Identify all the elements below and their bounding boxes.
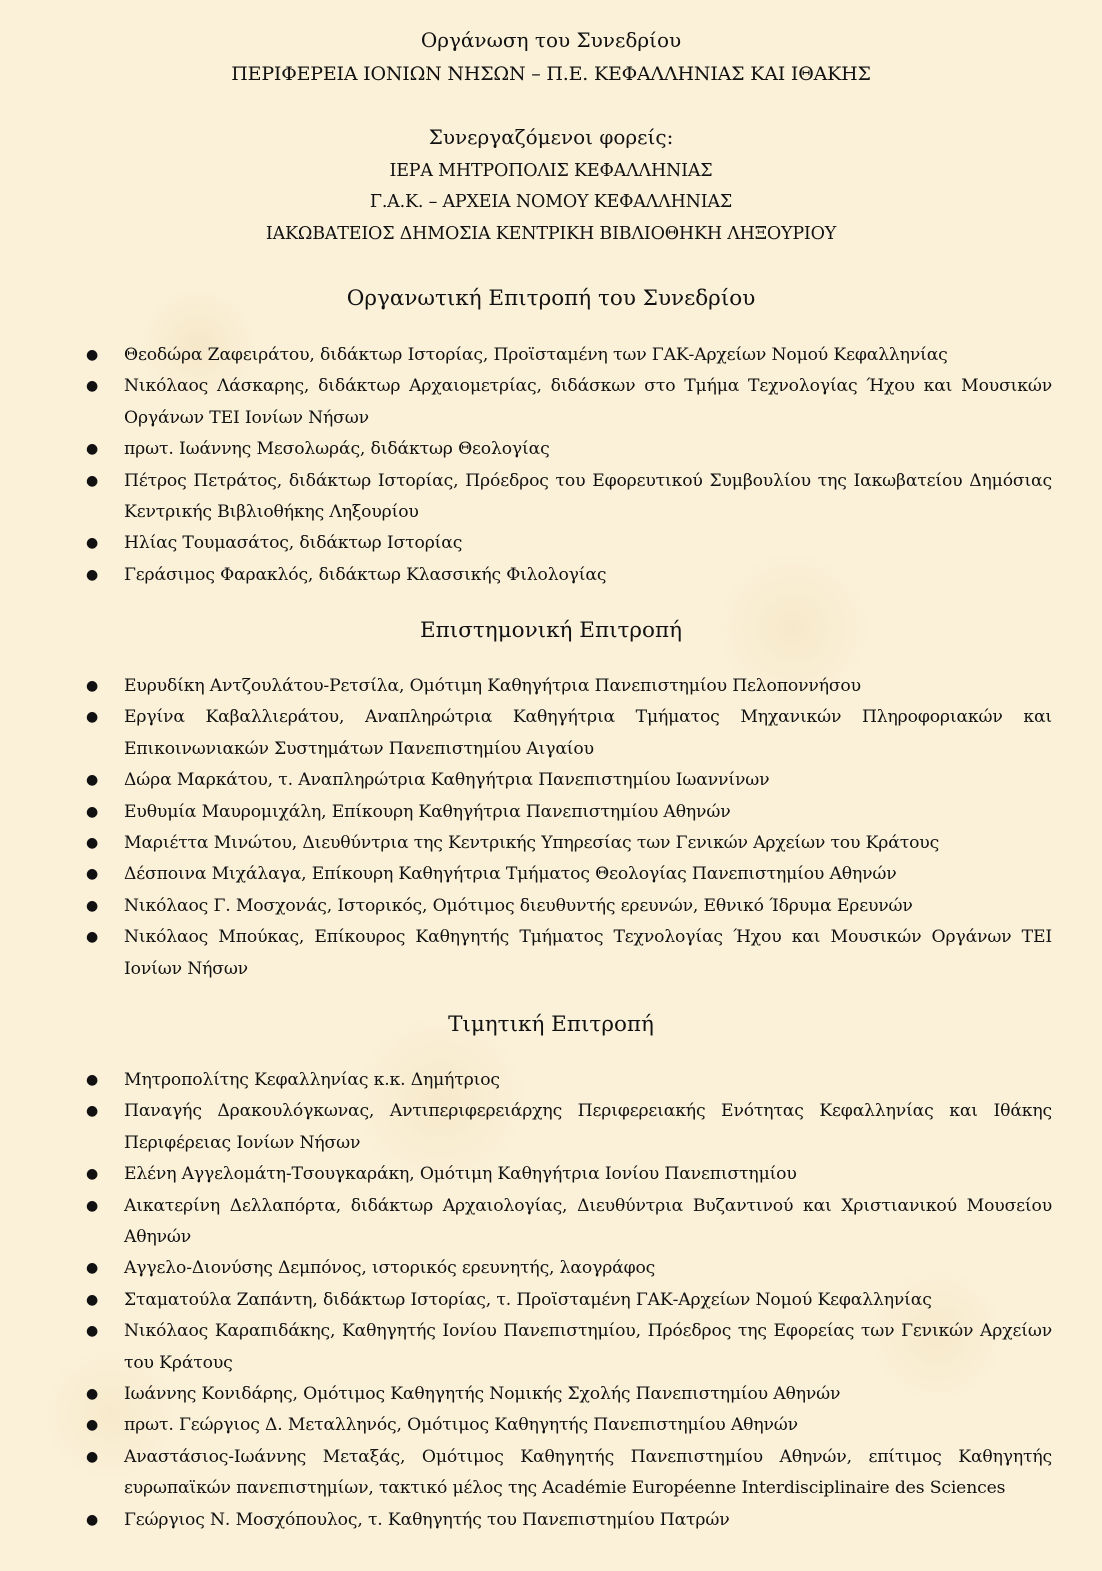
bullet-icon: ● <box>86 1291 99 1308</box>
member-text: Νικόλαος Γ. Μοσχονάς, Ιστορικός, Ομότιμος διευθυντής ερευνών, Εθνικό Ίδρυμα Ερευνών <box>124 895 913 916</box>
list-item <box>0 1505 1102 1536</box>
list-item <box>0 371 1102 434</box>
bullet-icon: ● <box>86 1511 99 1528</box>
list-item <box>0 1442 1102 1505</box>
bullet-icon: ● <box>86 1386 99 1403</box>
list-item <box>0 528 1102 559</box>
bullet-icon: ● <box>86 1448 99 1465</box>
bullet-icon: ● <box>86 1166 99 1183</box>
list-item <box>0 828 1102 859</box>
bullet-icon: ● <box>86 1417 99 1434</box>
list-item <box>0 1316 1102 1379</box>
member-text: Ηλίας Τουμασάτος, διδάκτωρ Ιστορίας <box>124 533 463 554</box>
member-text: Νικόλαος Καραπιδάκης, Καθηγητής Ιονίου Πανεπιστημίου, Πρόεδρος της Εφορείας των Γενικών Αρχείων του Κράτους <box>124 1321 1052 1373</box>
member-text: Γεράσιμος Φαρακλός, διδάκτωρ Κλασσικής Φιλολογίας <box>124 564 607 585</box>
list-item <box>0 702 1102 765</box>
member-text: Νικόλαος Λάσκαρης, διδάκτωρ Αρχαιομετρίας, διδάσκων στο Τμήμα Τεχνολογίας Ήχου και Μουσικών Οργάνων ΤΕΙ Ιονίων Νήσων <box>124 376 1052 428</box>
bullet-icon: ● <box>86 1260 99 1277</box>
member-text: Εργίνα Καβαλλιεράτου, Αναπληρώτρια Καθηγήτρια Τμήματος Μηχανικών Πληροφοριακών και Επικοινωνιακών Συστημάτων Πανεπιστημίου Αιγαίου <box>124 707 1052 759</box>
list-item <box>0 1410 1102 1441</box>
list-item <box>0 466 1102 529</box>
bullet-icon: ● <box>86 347 99 363</box>
bullet-icon: ● <box>86 678 99 694</box>
list-item <box>0 859 1102 890</box>
organization-region: ΠΕΡΙΦΕΡΕΙΑ ΙΟΝΙΩΝ ΝΗΣΩΝ – Π.Ε. ΚΕΦΑΛΛΗΝΙΑΣ ΚΑΙ ΙΘΑΚΗΣ <box>231 63 871 85</box>
scientific-committee-list <box>0 671 1102 985</box>
list-item <box>0 671 1102 702</box>
honorary-committee-list <box>0 1065 1102 1536</box>
member-text: Δέσποινα Μιχάλαγα, Επίκουρη Καθηγήτρια Τμήματος Θεολογίας Πανεπιστημίου Αθηνών <box>124 864 897 885</box>
list-item <box>0 1159 1102 1190</box>
member-text: Αικατερίνη Δελλαπόρτα, διδάκτωρ Αρχαιολογίας, Διευθύντρια Βυζαντινού και Χριστιανικού Μουσείου Αθηνών <box>124 1195 1052 1248</box>
list-item <box>0 340 1102 371</box>
member-text: Γεώργιος Ν. Μοσχόπουλος, τ. Καθηγητής του Πανεπιστημίου Πατρών <box>124 1509 730 1530</box>
organizing-committee-title: Οργανωτική Επιτροπή του Συνεδρίου <box>346 286 756 311</box>
member-text: πρωτ. Γεώργιος Δ. Μεταλληνός, Ομότιμος Καθηγητής Πανεπιστημίου Αθηνών <box>124 1415 798 1436</box>
bullet-icon: ● <box>86 709 99 726</box>
member-text: Ελένη Αγγελομάτη-Τσουγκαράκη, Ομότιμη Καθηγήτρια Ιονίου Πανεπιστημίου <box>124 1164 797 1185</box>
member-text: Παναγής Δρακουλόγκωνας, Αντιπεριφερειάρχης Περιφερειακής Ενότητας Κεφαλληνίας και Ιθάκης Περιφέρειας Ιονίων Νήσων <box>124 1101 1052 1153</box>
bullet-icon: ● <box>86 441 99 458</box>
list-item <box>0 765 1102 796</box>
scientific-committee-title: Επιστημονική Επιτροπή <box>419 618 683 643</box>
bullet-icon: ● <box>86 472 99 489</box>
bullet-icon: ● <box>86 835 99 852</box>
honorary-committee-title: Τιμητική Επιτροπή <box>448 1012 654 1037</box>
member-text: Ιωάννης Κονιδάρης, Ομότιμος Καθηγητής Νομικής Σχολής Πανεπιστημίου Αθηνών <box>124 1384 841 1405</box>
list-item <box>0 1065 1102 1096</box>
partner-item: ΙΕΡΑ ΜΗΤΡΟΠΟΛΙΣ ΚΕΦΑΛΛΗΝΙΑΣ <box>389 161 713 181</box>
member-text: Σταματούλα Ζαπάντη, διδάκτωρ Ιστορίας, τ. Προϊσταμένη ΓΑΚ-Αρχείων Νομού Κεφαλληνίας <box>124 1289 932 1310</box>
bullet-icon: ● <box>86 1072 99 1088</box>
member-text: Μητροπολίτης Κεφαλληνίας κ.κ. Δημήτριος <box>124 1070 500 1090</box>
bullet-icon: ● <box>86 1197 99 1214</box>
list-item <box>0 891 1102 922</box>
list-item <box>0 1379 1102 1410</box>
bullet-icon: ● <box>86 566 99 583</box>
bullet-icon: ● <box>86 535 99 552</box>
partner-item: Γ.Α.Κ. – ΑΡΧΕΙΑ ΝΟΜΟΥ ΚΕΦΑΛΛΗΝΙΑΣ <box>369 192 733 212</box>
bullet-icon: ● <box>86 929 99 946</box>
partner-item: ΙΑΚΩΒΑΤΕΙΟΣ ΔΗΜΟΣΙΑ ΚΕΝΤΡΙΚΗ ΒΙΒΛΙΟΘΗΚΗ ΛΗΞΟΥΡΙΟΥ <box>265 224 837 244</box>
list-item <box>0 1253 1102 1284</box>
member-text: Μαριέττα Μινώτου, Διευθύντρια της Κεντρικής Υπηρεσίας των Γενικών Αρχείων του Κράτους <box>124 833 940 854</box>
list-item <box>0 1191 1102 1254</box>
bullet-icon: ● <box>86 866 99 883</box>
list-item <box>0 560 1102 591</box>
organization-title: Οργάνωση του Συνεδρίου <box>420 28 682 52</box>
member-text: Νικόλαος Μπούκας, Επίκουρος Καθηγητής Τμήματος Τεχνολογίας Ήχου και Μουσικών Οργάνων ΤΕΙ Ιονίων Νήσων <box>124 927 1052 979</box>
list-item <box>0 797 1102 828</box>
bullet-icon: ● <box>86 897 99 914</box>
member-text: Δώρα Μαρκάτου, τ. Αναπληρώτρια Καθηγήτρια Πανεπιστημίου Ιωαννίνων <box>124 770 770 791</box>
member-text: Πέτρος Πετράτος, διδάκτωρ Ιστορίας, Πρόεδρος του Εφορευτικού Συμβουλίου της Ιακωβατείου Δημόσιας Κεντρικής Βιβλιοθήκης Ληξουρίου <box>124 470 1052 523</box>
member-text: Αγγελο-Διονύσης Δεμπόνος, ιστορικός ερευνητής, λαογράφος <box>124 1258 656 1279</box>
bullet-icon: ● <box>86 1103 99 1120</box>
member-text: Ευθυμία Μαυρομιχάλη, Επίκουρη Καθηγήτρια Πανεπιστημίου Αθηνών <box>124 801 731 822</box>
member-text: Ευρυδίκη Αντζουλάτου-Ρετσίλα, Ομότιμη Καθηγήτρια Πανεπιστημίου Πελοποννήσου <box>124 676 861 696</box>
list-item <box>0 922 1102 985</box>
list-item <box>0 1096 1102 1159</box>
bullet-icon: ● <box>86 803 99 820</box>
bullet-icon: ● <box>86 772 99 789</box>
partners-title: Συνεργαζόμενοι φορείς: <box>428 125 674 149</box>
list-item <box>0 1285 1102 1316</box>
bullet-icon: ● <box>86 378 99 395</box>
bullet-icon: ● <box>86 1323 99 1340</box>
member-text: Θεοδώρα Ζαφειράτου, διδάκτωρ Ιστορίας, Προϊσταμένη των ΓΑΚ-Αρχείων Νομού Κεφαλληνίας <box>124 345 948 365</box>
member-text: πρωτ. Ιωάννης Μεσολωράς, διδάκτωρ Θεολογίας <box>124 439 550 460</box>
member-text: Αναστάσιος-Ιωάννης Μεταξάς, Ομότιμος Καθηγητής Πανεπιστημίου Αθηνών, επίτιμος Καθηγητής ευρωπαϊκών πανεπιστημίων, τακτικό μέλος της Académie Européenne Interdisciplinaire des Sciences <box>124 1446 1052 1499</box>
organizing-committee-list <box>0 340 1102 591</box>
list-item <box>0 434 1102 465</box>
